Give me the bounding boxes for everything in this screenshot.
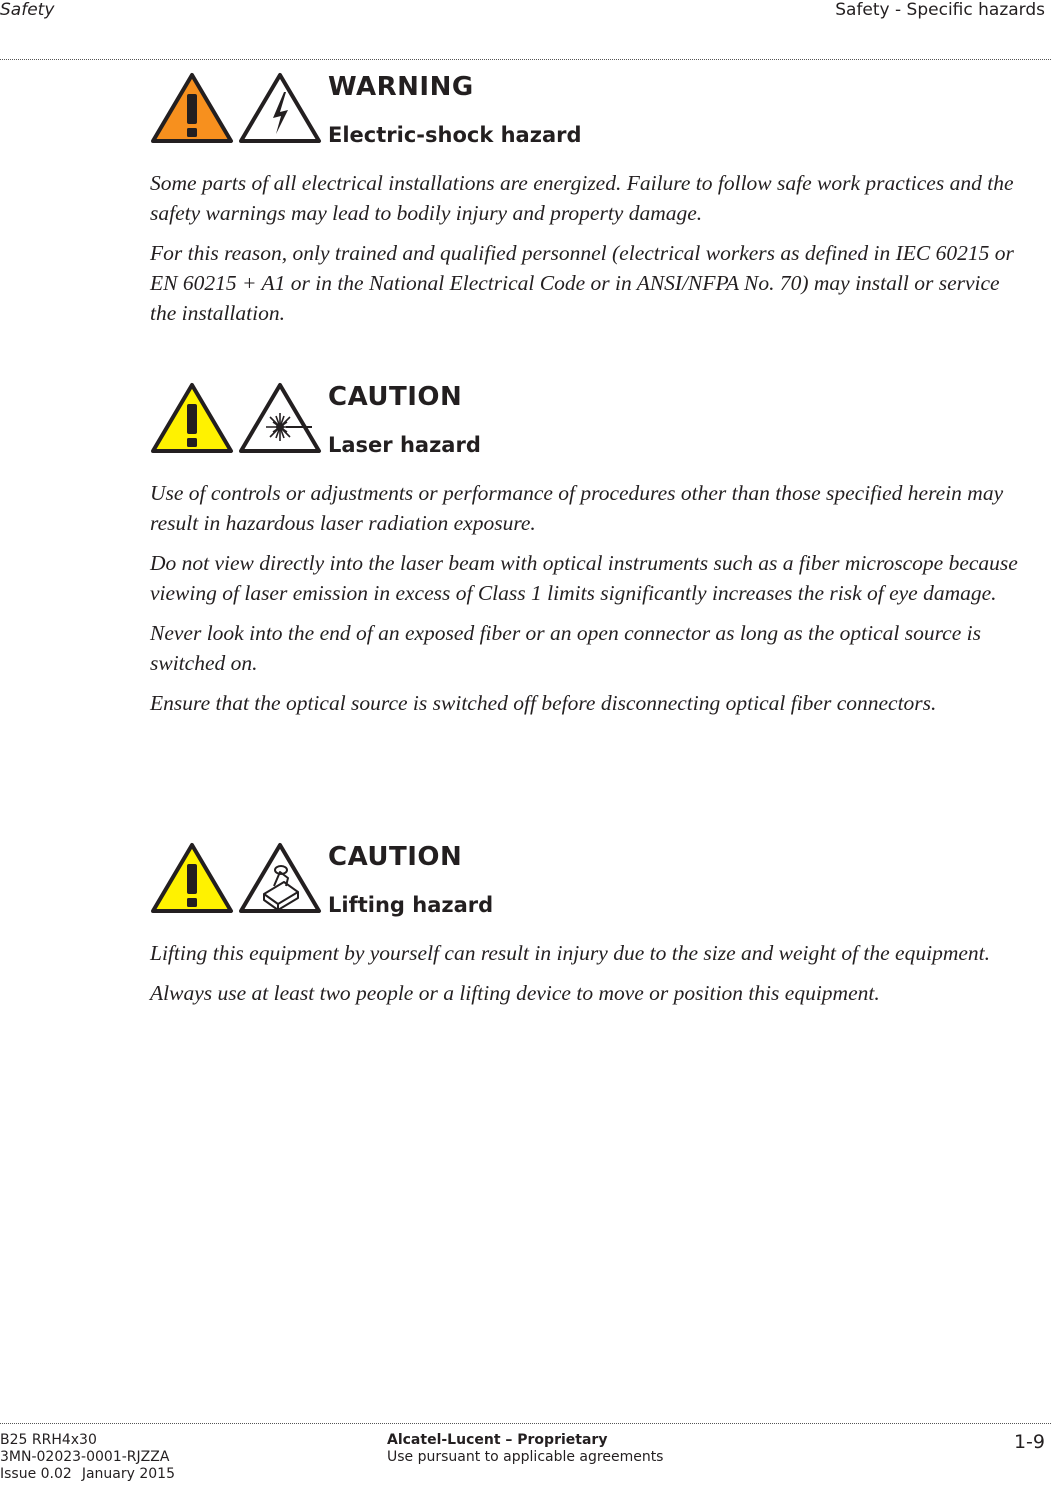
footer-divider [0, 1423, 1051, 1424]
footer-doc-number: 3MN-02023-0001-RJZZA [0, 1449, 170, 1465]
footer-document-info [0, 1432, 175, 1483]
exclamation-caution-icon [150, 382, 234, 454]
page-number: 1-9 [1013, 1431, 1045, 1453]
exclamation-warning-icon [150, 72, 234, 144]
header-section-title: Safety [0, 0, 55, 20]
exclamation-caution-icon [150, 842, 234, 914]
footer-usage: Use pursuant to applicable agreements [387, 1449, 664, 1465]
notice-paragraph: Some parts of all electrical installations are energized. Failure to follow safe work practices and the safety warnings may lead to bodily injury and property damage. [150, 171, 1014, 225]
notice-hazard-title: Electric-shock hazard [328, 123, 582, 147]
notice-paragraph: Use of controls or adjustments or performance of procedures other than those specified herein may result in hazardous laser radiation exposure. [150, 481, 1004, 535]
notice-paragraph: For this reason, only trained and qualified personnel (electrical workers as defined in IEC 60215 or EN 60215 + A1 or in the National Electrical Code or in ANSI/NFPA No. 70) may install or service the installation. [150, 241, 1014, 325]
electric-shock-icon [238, 72, 322, 144]
notice-paragraph: Ensure that the optical source is switched off before disconnecting optical fiber connectors. [150, 691, 937, 715]
notice-hazard-title: Laser hazard [328, 433, 481, 457]
lifting-hazard-icon [238, 842, 322, 914]
notice-level-label: CAUTION [328, 842, 463, 872]
notice-level-label: CAUTION [328, 382, 463, 412]
footer-proprietary-notice [387, 1432, 663, 1466]
notice-paragraph: Never look into the end of an exposed fiber or an open connector as long as the optical source is switched on. [150, 621, 981, 675]
notice-paragraph: Lifting this equipment by yourself can result in injury due to the size and weight of the equipment. [150, 941, 990, 965]
header-divider [0, 59, 1051, 60]
laser-icon [238, 382, 322, 454]
notice-paragraph: Do not view directly into the laser beam with optical instruments such as a fiber microscope because viewing of laser emission in excess of Class 1 limits significantly increases the risk of eye damage. [150, 551, 1018, 605]
footer-product: B25 RRH4x30 [0, 1432, 97, 1448]
notice-level-label: WARNING [328, 72, 474, 102]
footer-company: Alcatel-Lucent – Proprietary [387, 1432, 608, 1448]
footer-issue: Issue 0.02 [0, 1466, 72, 1482]
footer-date: January 2015 [81, 1466, 175, 1482]
header-subsection-title: Safety - Specific hazards [835, 0, 1045, 20]
notice-paragraph: Always use at least two people or a lifting device to move or position this equipment. [150, 981, 880, 1005]
notice-hazard-title: Lifting hazard [328, 893, 494, 917]
